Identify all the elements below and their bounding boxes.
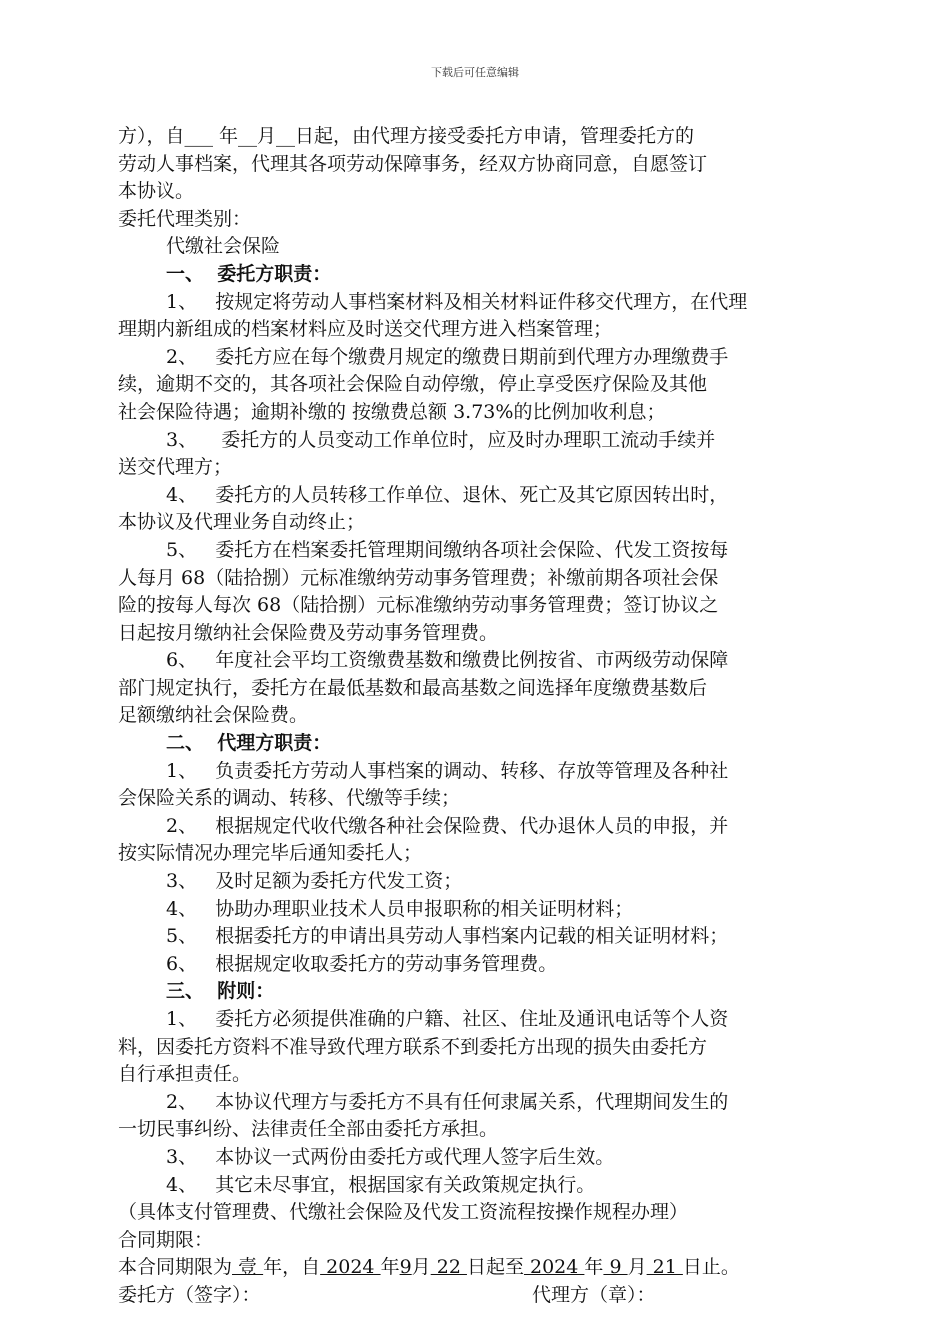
clause-line: 3、 委托方的人员变动工作单位时，应及时办理职工流动手续并 bbox=[166, 428, 716, 451]
category-label: 委托代理类别： bbox=[118, 207, 252, 230]
start-day: 22 bbox=[430, 1256, 467, 1279]
period-text: 年，自 bbox=[263, 1256, 321, 1279]
clause-line: 本协议及代理业务自动终止； bbox=[118, 511, 366, 534]
clause-line: 6、 年度社会平均工资缴费基数和缴费比例按省、市两级劳动保障 bbox=[166, 649, 729, 672]
period-text: 月 bbox=[411, 1256, 431, 1279]
start-year: 2024 bbox=[320, 1256, 381, 1279]
clause-line: 险的按每人每次 68（陆拾捌）元标准缴纳劳动事务管理费；签订协议之 bbox=[118, 594, 719, 617]
clause-line: 2、 根据规定代收代缴各种社会保险费、代办退休人员的申报，并 bbox=[166, 814, 729, 837]
period-prefix: 本合同期限为 bbox=[118, 1256, 233, 1279]
clause-line: 1、 负责委托方劳动人事档案的调动、转移、存放等管理及各种社 bbox=[166, 759, 729, 782]
start-month: 9 bbox=[399, 1256, 412, 1279]
end-day: 21 bbox=[646, 1256, 683, 1279]
client-signature-label: 委托方（签字）： bbox=[118, 1283, 261, 1306]
procedure-note: （具体支付管理费、代缴社会保险及代发工资流程按操作规程办理） bbox=[118, 1201, 689, 1224]
contract-period-line bbox=[118, 1254, 834, 1282]
period-label: 合同期限： bbox=[118, 1228, 214, 1251]
end-month: 9 bbox=[603, 1256, 628, 1279]
clause-line: 社会保险待遇；逾期补缴的 按缴费总额 3.73%的比例加收利息； bbox=[118, 400, 666, 423]
document-body bbox=[118, 123, 834, 1310]
intro-line: 方），自___ 年__月__日起，由代理方接受委托方申请，管理委托方的 bbox=[118, 125, 695, 147]
section-heading-agent-duties: 二、 代理方职责： bbox=[166, 732, 332, 755]
agent-seal-label: 代理方（章）： bbox=[532, 1283, 656, 1306]
clause-line: 4、 委托方的人员转移工作单位、退休、死亡及其它原因转出时， bbox=[166, 483, 729, 506]
clause-line: 3、 本协议一式两份由委托方或代理人签字后生效。 bbox=[166, 1145, 615, 1168]
section-heading-client-duties: 一、 委托方职责： bbox=[166, 262, 332, 285]
period-text: 月 bbox=[627, 1256, 647, 1279]
intro-line: 本协议。 bbox=[118, 180, 195, 203]
clause-line: 2、 本协议代理方与委托方不具有任何隶属关系，代理期间发生的 bbox=[166, 1090, 729, 1113]
clause-line: 续，逾期不交的，其各项社会保险自动停缴，停止享受医疗保险及其他 bbox=[118, 373, 708, 396]
clause-line: 5、 根据委托方的申请出具劳动人事档案内记载的相关证明材料； bbox=[166, 925, 729, 948]
clause-line: 日起按月缴纳社会保险费及劳动事务管理费。 bbox=[118, 621, 499, 644]
clause-line: 2、 委托方应在每个缴费月规定的缴费日期前到代理方办理缴费手 bbox=[166, 345, 729, 368]
clause-line: 6、 根据规定收取委托方的劳动事务管理费。 bbox=[166, 952, 558, 975]
clause-line: 5、 委托方在档案委托管理期间缴纳各项社会保险、代发工资按每 bbox=[166, 538, 729, 561]
clause-line: 足额缴纳社会保险费。 bbox=[118, 704, 309, 727]
clause-line: 4、 协助办理职业技术人员申报职称的相关证明材料； bbox=[166, 897, 634, 920]
period-text: 年 bbox=[380, 1256, 400, 1279]
period-text: 日止。 bbox=[682, 1256, 740, 1279]
period-text: 日起至 bbox=[466, 1256, 524, 1279]
clause-line: 3、 及时足额为委托方代发工资； bbox=[166, 870, 463, 893]
period-years: 壹 bbox=[232, 1256, 264, 1279]
clause-line: 送交代理方； bbox=[118, 456, 233, 479]
clause-line: 理期内新组成的档案材料应及时送交代理方进入档案管理； bbox=[118, 318, 613, 341]
clause-line: 部门规定执行，委托方在最低基数和最高基数之间选择年度缴费基数后 bbox=[118, 676, 708, 699]
signature-line bbox=[118, 1282, 834, 1310]
clause-line: 4、 其它未尽事宜，根据国家有关政策规定执行。 bbox=[166, 1173, 596, 1196]
intro-line: 劳动人事档案，代理其各项劳动保障事务，经双方协商同意，自愿签订 bbox=[118, 152, 708, 175]
clause-line: 1、 按规定将劳动人事档案材料及相关材料证件移交代理方，在代理 bbox=[166, 290, 748, 313]
clause-line: 一切民事纠纷、法律责任全部由委托方承担。 bbox=[118, 1118, 499, 1141]
period-text: 年 bbox=[584, 1256, 604, 1279]
clause-line: 自行承担责任。 bbox=[118, 1063, 252, 1086]
page-header: 下载后可任意编辑 bbox=[431, 66, 519, 79]
clause-line: 1、 委托方必须提供准确的户籍、社区、住址及通讯电话等个人资 bbox=[166, 1008, 729, 1030]
section-heading-appendix: 三、 附则： bbox=[166, 980, 275, 1003]
clause-line: 会保险关系的调动、转移、代缴等手续； bbox=[118, 787, 461, 810]
category-value: 代缴社会保险 bbox=[166, 235, 281, 258]
clause-line: 人每月 68（陆拾捌）元标准缴纳劳动事务管理费；补缴前期各项社会保 bbox=[118, 566, 719, 589]
clause-line: 按实际情况办理完毕后通知委托人； bbox=[118, 842, 423, 865]
end-year: 2024 bbox=[523, 1256, 585, 1279]
clause-line: 料，因委托方资料不准导致代理方联系不到委托方出现的损失由委托方 bbox=[118, 1035, 708, 1058]
